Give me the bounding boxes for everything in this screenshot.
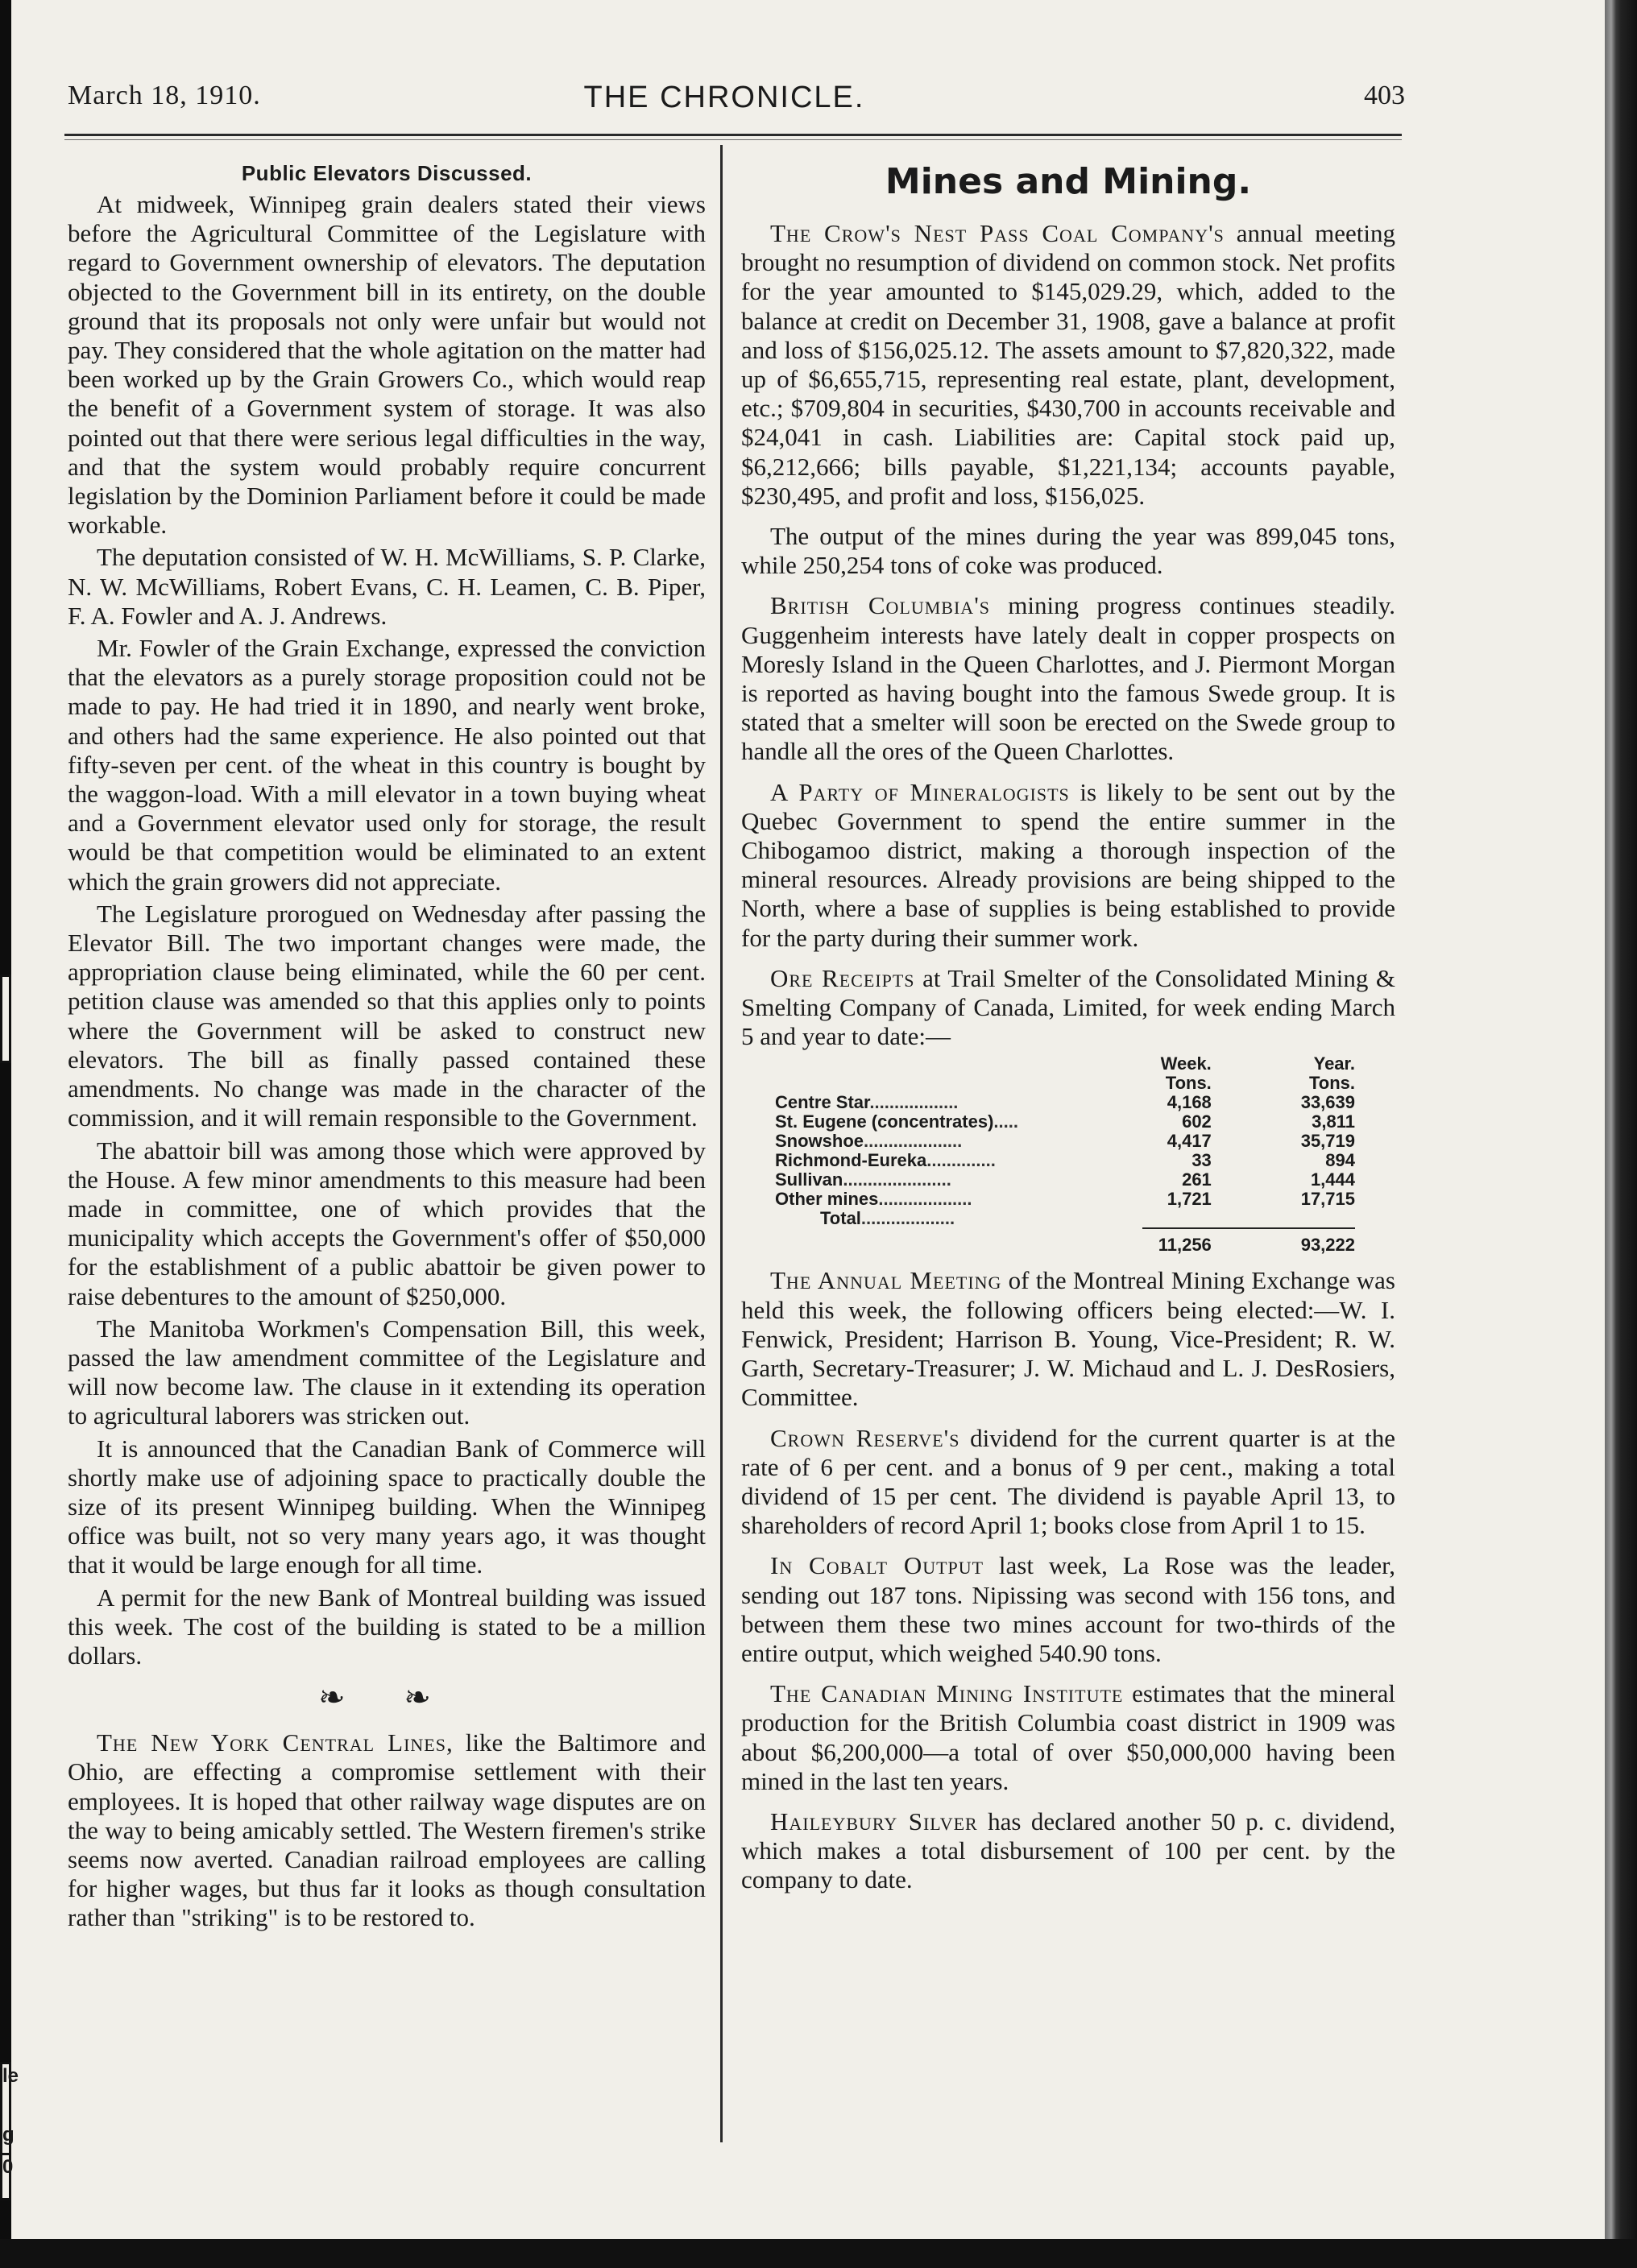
paragraph-lead: The Crow's Nest Pass Coal Company's bbox=[770, 219, 1225, 247]
issue-date: March 18, 1910. bbox=[68, 81, 261, 110]
paragraph bbox=[741, 219, 1395, 511]
table-total-row bbox=[775, 1228, 1355, 1255]
table-row bbox=[775, 1112, 1355, 1132]
week-tons: 602 bbox=[1182, 1111, 1212, 1132]
mine-name: Richmond-Eureka bbox=[775, 1150, 927, 1171]
year-tons: 1,444 bbox=[1310, 1169, 1355, 1190]
paragraph-lead: Haileybury Silver bbox=[770, 1807, 978, 1836]
paragraph bbox=[741, 964, 1395, 1052]
paragraph-lead: British Columbia's bbox=[770, 591, 991, 620]
section-heading: Mines and Mining. bbox=[885, 161, 1252, 202]
week-tons: 33 bbox=[1191, 1150, 1212, 1171]
leader-dots: .................. bbox=[869, 1092, 959, 1113]
week-tons: 261 bbox=[1182, 1169, 1212, 1190]
paragraph-lead: Ore Receipts bbox=[770, 963, 915, 992]
paragraph: The abattoir bill was among those which were approved by the House. A few minor amendments to this measure had been made in committee, one of which provides that the municipality which accepts the Government's offer of $50,000 for the establishment of a public abattoir be given power to raise debentures to the amount of $250,000. bbox=[68, 1136, 706, 1310]
column-header-year: Year. bbox=[1313, 1053, 1355, 1074]
mine-name: St. Eugene (concentrates) bbox=[775, 1111, 994, 1132]
paragraph-lead: The New York Central Lines, bbox=[97, 1728, 454, 1757]
paragraph-text: mining progress continues steadily. Guggenheim interests have lately dealt in copper prospects on Moresly Island in the Queen Charlottes, and J. Piermont Morgan is reported as having bought into the famous Swede group. It is stated that a smelter will soon be erected on the Swede group to handle all the ores of the Queen Charlottes. bbox=[741, 591, 1395, 766]
paragraph bbox=[68, 1728, 706, 1932]
margin-tab-3 bbox=[0, 2123, 15, 2155]
ornament-divider: ❧ ❧ bbox=[318, 1679, 455, 1717]
article-heading: Public Elevators Discussed. bbox=[241, 161, 533, 185]
publication-title: THE CHRONICLE. bbox=[583, 81, 865, 114]
paragraph-text: is likely to be sent out by the Quebec Government to spend the entire summer in the Chibogamoo district, making a thorough inspection of the mineral resources. Already provisions are being shipped to the North, where a base of supplies is being established to provide for the party during their summer work. bbox=[741, 777, 1395, 952]
leader-dots: .................... bbox=[864, 1131, 963, 1152]
margin-tab-text: le bbox=[2, 2065, 19, 2087]
paragraph-text: last week, La Rose was the leader, sending out 187 tons. Nipissing was second with 156 tons, and between them these two mines account for two-thirds of the entire output, which weighed 540.90 tons. bbox=[741, 1551, 1395, 1667]
unit-week: Tons. bbox=[1165, 1073, 1212, 1094]
page-edge-right bbox=[1605, 0, 1637, 2268]
table-row bbox=[775, 1093, 1355, 1112]
paragraph-lead: In Cobalt Output bbox=[770, 1551, 984, 1580]
margin-tab-4 bbox=[0, 2155, 14, 2200]
column-divider bbox=[720, 145, 723, 2142]
leader-dots: ..... bbox=[993, 1111, 1018, 1132]
paragraph-text: estimates that the mineral production for the British Columbia coast district in 1909 was about $6,200,000—a total of over $50,000,000 having been mined in the last ten years. bbox=[741, 1679, 1395, 1795]
margin-tab-text: 0 bbox=[2, 2156, 14, 2178]
paragraph: At midweek, Winnipeg grain dealers stated their views before the Agricultural Committee of the Legislature with regard to Government ownership of elevators. The deputation objected to the Government bill in its entirety, on the double ground that its proposals not only were unfair but would not pay. They considered that the whole agitation on the matter had been worked up by the Grain Growers Co., which would reap the benefit of a Government system of storage. It was also pointed out that there were serious legal difficulties in the way, and that the system would probably require concurrent legislation by the Dominion Parliament before it could be made workable. bbox=[68, 190, 706, 540]
paragraph-text: has declared another 50 p. c. dividend, which makes a total disbursement of 100 per cent. by the company to date. bbox=[741, 1807, 1395, 1894]
paragraph bbox=[741, 522, 1395, 580]
column-header-week: Week. bbox=[1160, 1053, 1212, 1074]
paragraph bbox=[741, 1266, 1395, 1412]
paragraph: The Legislature prorogued on Wednesday after passing the Elevator Bill. The two important changes were made, the appropriation clause being eliminated, while the 60 per cent. petition clause was amended so that this applies only to points where the Government will be asked to construct new elevators. The bill as finally passed contained these amendments. No change was made in the character of the commission, and it will remain responsible to the Government. bbox=[68, 899, 706, 1132]
paragraph-lead: The Annual Meeting bbox=[770, 1266, 1002, 1295]
paragraph bbox=[741, 778, 1395, 953]
table-row bbox=[775, 1132, 1355, 1151]
paragraph: A permit for the new Bank of Montreal building was issued this week. The cost of the building is stated to be a million dollars. bbox=[68, 1583, 706, 1670]
week-tons: 4,168 bbox=[1167, 1092, 1212, 1113]
paragraph bbox=[741, 591, 1395, 766]
paragraph-text: dividend for the current quarter is at the rate of 6 per cent. and a bonus of 9 per cent., making a total dividend of 15 per cent. The dividend is payable April 13, to shareholders of record April 1; books close from April 1 to 15. bbox=[741, 1423, 1395, 1540]
leader-dots: .............. bbox=[926, 1150, 996, 1171]
total-label: Total bbox=[820, 1208, 861, 1229]
paragraph-text: like the Baltimore and Ohio, are effecting a compromise settlement with their employees. It is hoped that other railway wage disputes are on the way to being amicably settled. The Western firemen's strike seems now averted. Canadian railroad employees are calling for higher wages, but thus far it looks as though consultation rather than "striking" is to be restored to. bbox=[68, 1728, 706, 1932]
paragraph: It is announced that the Canadian Bank of Commerce will shortly make use of adjoining space to practically double the size of its present Winnipeg building. When the Winnipeg office was built, not so very many years ago, it was thought that it would be large enough for all time. bbox=[68, 1434, 706, 1579]
paragraph bbox=[741, 1679, 1395, 1796]
paragraph-text: of the Montreal Mining Exchange was held this week, the following officers being elected:—W. I. Fenwick, President; Harrison B. Young, Vice-President; R. W. Garth, Secretary-Treasurer; J. W. Michaud and L. J. DesRosiers, Committee. bbox=[741, 1266, 1395, 1412]
table-row bbox=[775, 1190, 1355, 1209]
paragraph bbox=[741, 1551, 1395, 1668]
paragraph-text: at Trail Smelter of the Consolidated Mining & Smelting Company of Canada, Limited, for week ending March 5 and year to date:— bbox=[741, 963, 1395, 1051]
leader-dots: ................... bbox=[878, 1189, 972, 1210]
year-tons: 17,715 bbox=[1300, 1189, 1355, 1210]
paragraph-lead: The Canadian Mining Institute bbox=[770, 1679, 1124, 1708]
paragraph: Mr. Fowler of the Grain Exchange, expressed the conviction that the elevators as a purely storage proposition could not be made to pay. He had tried it in 1890, and nearly went broke, and others had the same experience. He also pointed out that fifty-seven per cent. of the wheat in this country is bought by the waggon-load. With a mill elevator in a town buying wheat and a Government elevator used only for storage, the result would be that competition would be eliminated to an extent which the grain growers did not appreciate. bbox=[68, 634, 706, 896]
unit-year: Tons. bbox=[1308, 1073, 1355, 1094]
mine-name: Centre Star bbox=[775, 1092, 870, 1113]
year-tons: 35,719 bbox=[1300, 1131, 1355, 1152]
year-tons: 33,639 bbox=[1300, 1092, 1355, 1113]
mine-name: Sullivan bbox=[775, 1169, 843, 1190]
paragraph: The deputation consisted of W. H. McWilliams, S. P. Clarke, N. W. McWilliams, Robert Evans, C. H. Leamen, C. B. Piper, F. A. Fowler and A. J. Andrews. bbox=[68, 543, 706, 630]
table-row bbox=[775, 1170, 1355, 1190]
page-number: 403 bbox=[1364, 81, 1405, 110]
leader-dots: ...................... bbox=[843, 1169, 951, 1190]
paragraph-text: The output of the mines during the year was 899,045 tons, while 250,254 tons of coke was produced. bbox=[741, 522, 1395, 580]
week-tons: 4,417 bbox=[1167, 1131, 1212, 1152]
ore-receipts-table bbox=[775, 1054, 1355, 1255]
mine-name: Snowshoe bbox=[775, 1131, 864, 1152]
page-edge-bottom bbox=[0, 2239, 1637, 2268]
paragraph-lead: A Party of Mineralogists bbox=[770, 777, 1070, 806]
leader-dots: ................... bbox=[860, 1208, 955, 1229]
total-year-tons: 93,222 bbox=[1212, 1228, 1355, 1255]
margin-tab-1 bbox=[0, 975, 11, 1063]
page-header bbox=[52, 81, 1405, 121]
year-tons: 894 bbox=[1325, 1150, 1355, 1171]
paragraph bbox=[741, 1807, 1395, 1895]
mine-name: Other mines bbox=[775, 1189, 879, 1210]
header-rule bbox=[64, 134, 1402, 136]
week-tons: 1,721 bbox=[1167, 1189, 1212, 1210]
table-label-row bbox=[775, 1209, 1355, 1228]
table-header-row bbox=[775, 1054, 1355, 1074]
margin-tab-text: g bbox=[2, 2124, 15, 2146]
header-rule-thin bbox=[64, 139, 1402, 140]
left-column bbox=[68, 159, 706, 1933]
year-tons: 3,811 bbox=[1312, 1111, 1355, 1132]
paragraph: The Manitoba Workmen's Compensation Bill, this week, passed the law amendment committee of the Legislature and will now become law. The clause in it extending its operation to agricultural laborers was stricken out. bbox=[68, 1314, 706, 1430]
book-spine bbox=[0, 0, 14, 2268]
right-column bbox=[741, 159, 1395, 1895]
table-row bbox=[775, 1151, 1355, 1170]
paragraph-lead: Crown Reserve's bbox=[770, 1423, 960, 1452]
paragraph-text: annual meeting brought no resumption of dividend on common stock. Net profits for the year amounted to $145,029.29, which, added to the balance at credit on December 31, 1908, gave a balance at profit and loss of $156,025.12. The assets amount to $7,820,322, made up of $6,655,715, representing real estate, plant, development, etc.; $709,804 in securities, $430,700 in accounts receivable and $24,041 in cash. Liabilities are: Capital stock paid up, $6,212,666; bills payable, $1,221,134; accounts payable, $230,495, and profit and loss, $156,025. bbox=[741, 219, 1395, 510]
table-unit-row bbox=[775, 1074, 1355, 1093]
total-week-tons: 11,256 bbox=[1142, 1228, 1212, 1255]
paragraph bbox=[741, 1424, 1395, 1541]
